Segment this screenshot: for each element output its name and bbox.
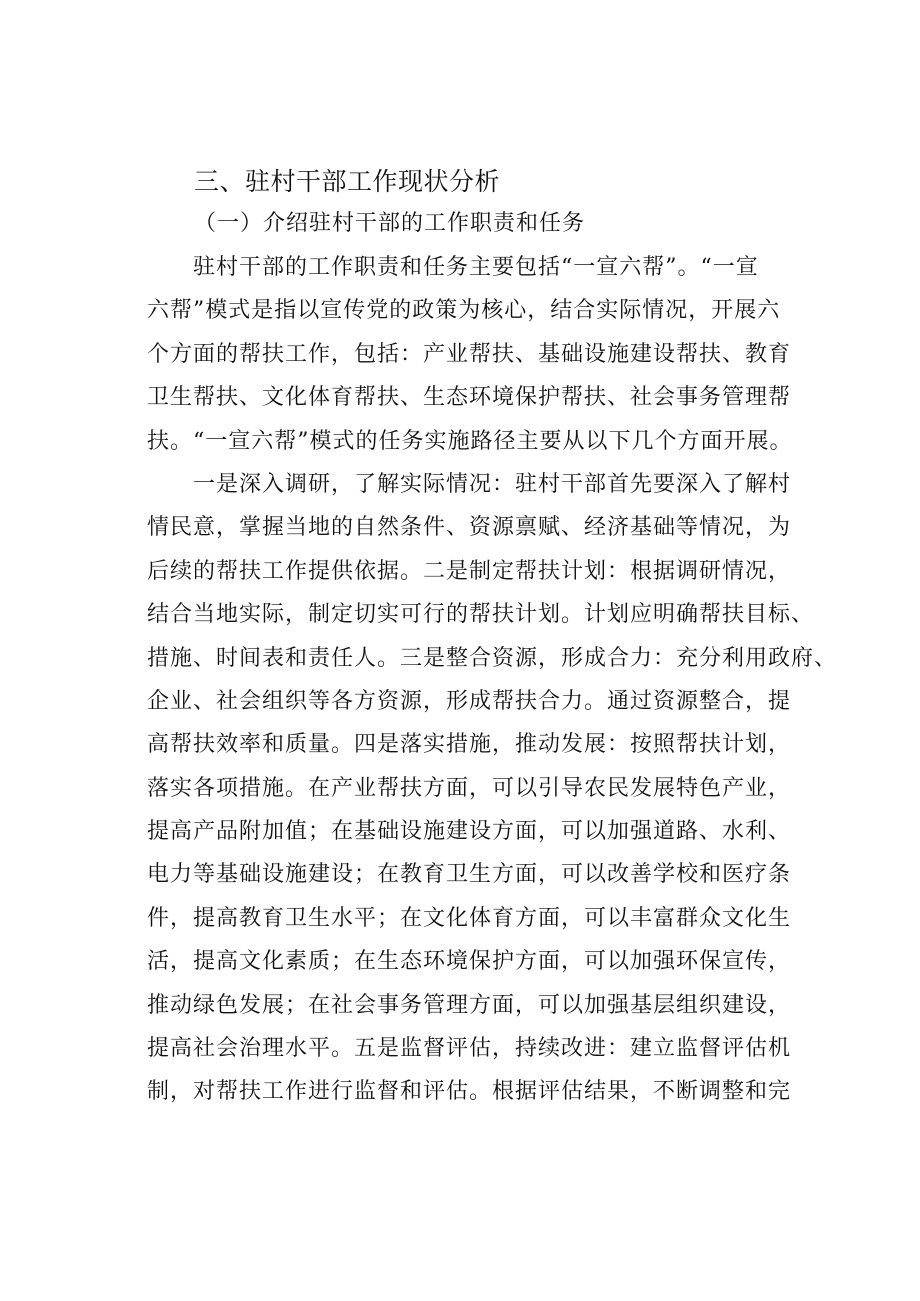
section-heading: 三、驻村干部工作现状分析 <box>194 167 501 196</box>
text-line: 提高产品附加值；在基础设施建设方面，可以加强道路、水利、 <box>147 819 792 845</box>
text-line: 结合当地实际，制定切实可行的帮扶计划。计划应明确帮扶目标、 <box>147 602 815 628</box>
text-line: 后续的帮扶工作提供依据。二是制定帮扶计划：根据调研情况， <box>147 558 792 584</box>
text-line: 落实各项措施。在产业帮扶方面，可以引导农民发展特色产业， <box>147 775 792 801</box>
text-line: 驻村干部的工作职责和任务主要包括“一宣六帮”。“一宣 <box>147 255 759 280</box>
text-line: 六帮”模式是指以宣传党的政策为核心，结合实际情况，开展六 <box>147 298 781 324</box>
text-line: 推动绿色发展；在社会事务管理方面，可以加强基层组织建设， <box>147 992 792 1018</box>
text-line: 卫生帮扶、文化体育帮扶、生态环境保护帮扶、社会事务管理帮 <box>147 385 792 411</box>
text-line: 活，提高文化素质；在生态环境保护方面，可以加强环保宣传， <box>147 949 792 975</box>
text-line: 企业、社会组织等各方资源，形成帮扶合力。通过资源整合，提 <box>147 688 792 714</box>
text-line: 情民意，掌握当地的自然条件、资源禀赋、经济基础等情况，为 <box>147 515 792 541</box>
body-text <box>147 246 838 1114</box>
text-line: 个方面的帮扶工作，包括：产业帮扶、基础设施建设帮扶、教育 <box>147 341 792 367</box>
text-line: 措施、时间表和责任人。三是整合资源，形成合力：充分利用政府、 <box>147 645 838 671</box>
text-line: 制，对帮扶工作进行监督和评估。根据评估结果，不断调整和完 <box>147 1079 792 1105</box>
text-line: 高帮扶效率和质量。四是落实措施，推动发展：按照帮扶计划， <box>147 732 792 758</box>
text-line: 提高社会治理水平。五是监督评估，持续改进：建立监督评估机 <box>147 1036 792 1062</box>
text-line: 件，提高教育卫生水平；在文化体育方面，可以丰富群众文化生 <box>147 905 792 931</box>
text-line: 扶。“一宣六帮”模式的任务实施路径主要从以下几个方面开展。 <box>147 428 793 454</box>
text-line: 一是深入调研，了解实际情况：驻村干部首先要深入了解村 <box>147 471 792 497</box>
subsection-heading: （一）介绍驻村干部的工作职责和任务 <box>194 211 586 236</box>
text-line: 电力等基础设施建设；在教育卫生方面，可以改善学校和医疗条 <box>147 862 792 888</box>
